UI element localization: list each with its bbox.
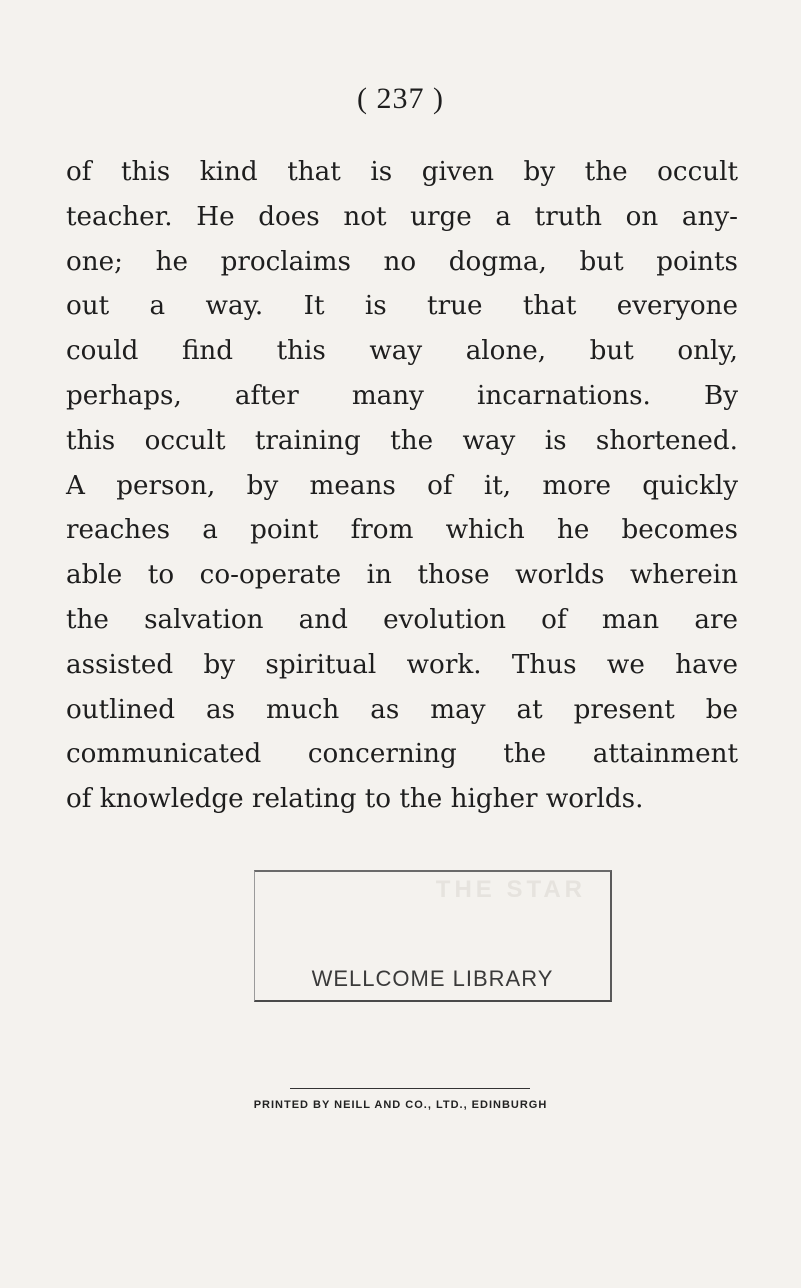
text-line: this occult training the way is shortened. <box>66 425 738 456</box>
text-line: communicated concerning the attainment <box>66 739 738 770</box>
text-line: one; he proclaims no dogma, but points <box>66 246 738 277</box>
stamp-label: WELLCOME LIBRARY <box>311 966 554 991</box>
text-line: teacher. He does not urge a truth on any- <box>66 201 738 232</box>
text-line: reaches a point from which he becomes <box>66 515 738 546</box>
text-line: could find this way alone, but only, <box>66 336 738 367</box>
text-line: able to co-operate in those worlds wherein <box>66 560 738 591</box>
printer-imprint: PRINTED BY NEILL AND CO., LTD., EDINBURGH <box>253 1099 548 1111</box>
printer-rule <box>290 1088 530 1089</box>
stamp-ghost-text: THE STAR <box>435 876 586 903</box>
text-line: A person, by means of it, more quickly <box>66 470 738 501</box>
text-line: perhaps, after many incarnations. By <box>66 380 738 411</box>
text-line: of knowledge relating to the higher worlds. <box>66 784 644 815</box>
text-line: of this kind that is given by the occult <box>66 157 738 187</box>
text-line: outlined as much as may at present be <box>66 694 738 725</box>
text-line: the salvation and evolution of man are <box>66 604 738 635</box>
library-stamp <box>254 870 612 1002</box>
text-line: out a way. It is true that everyone <box>66 291 738 322</box>
page-number: ( 237 ) <box>357 82 444 115</box>
text-line: assisted by spiritual work. Thus we have <box>66 649 738 680</box>
body-text <box>66 150 738 822</box>
